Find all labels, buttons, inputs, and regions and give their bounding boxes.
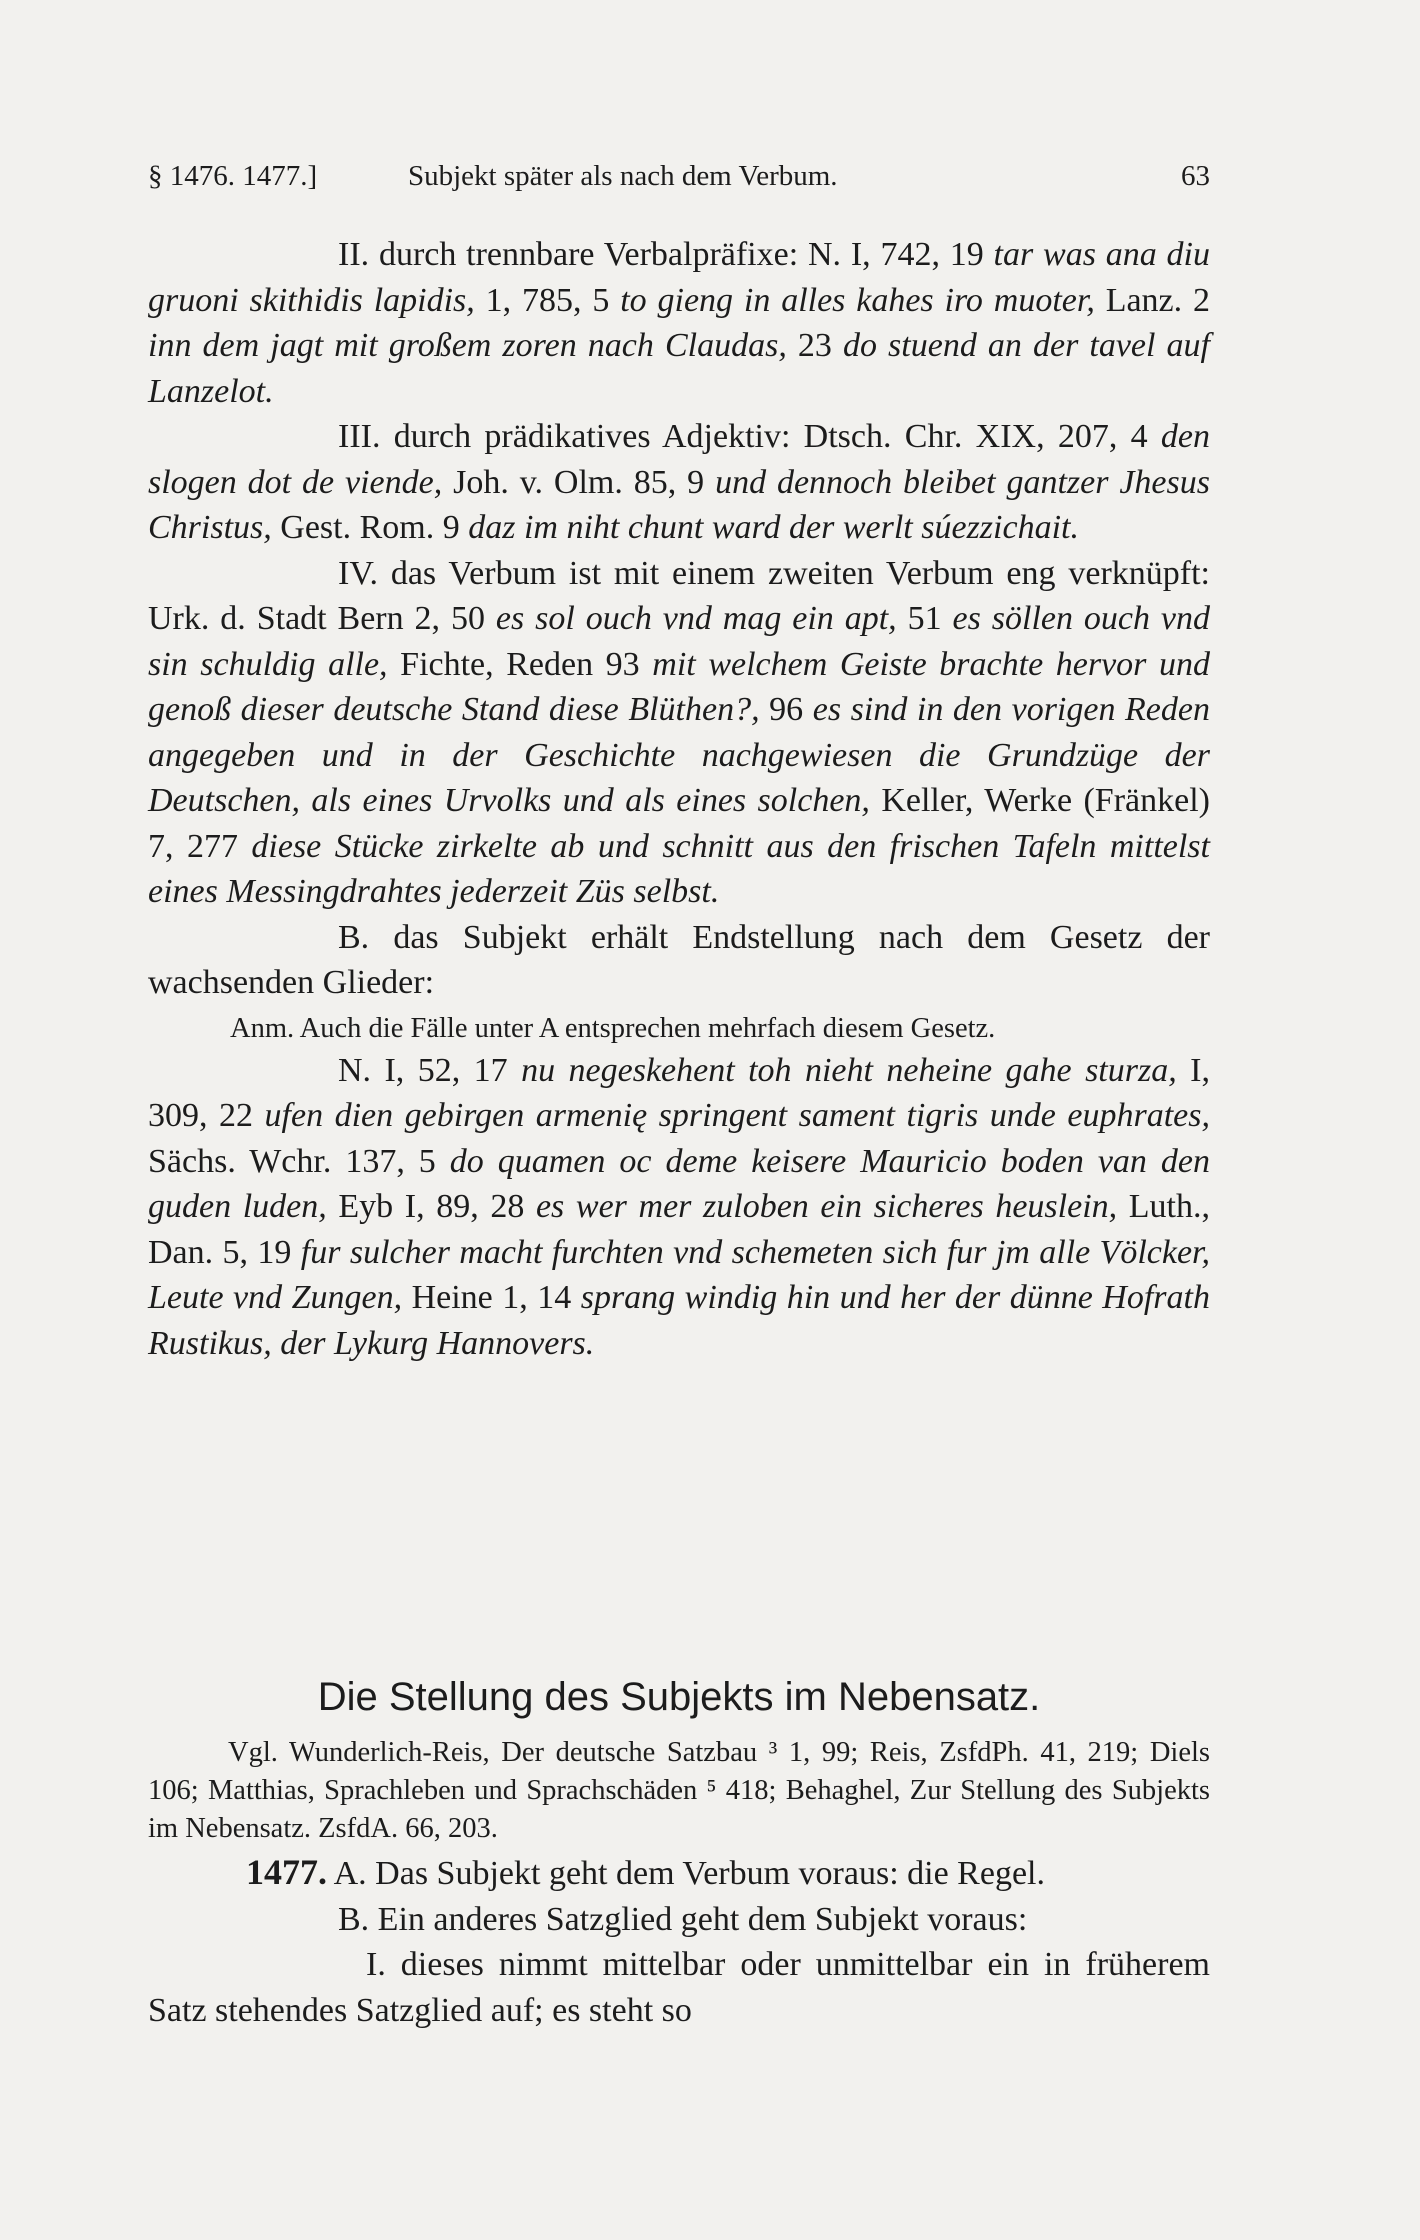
paragraph-ii [148, 232, 1210, 414]
italic-citation: es wer mer zuloben ein sicheres heuslein, [535, 1188, 1118, 1225]
italic-citation: inn dem jagt mit großem zoren nach Claudas, [148, 327, 787, 364]
literature-note [148, 1734, 1210, 1848]
text-run: I, 309, 22 [148, 1051, 1210, 1134]
italic-citation: do stuend an der tavel auf Lanzelot. [148, 327, 1210, 410]
italic-citation: tar was ana diu gruoni skithidis lapidis, [148, 236, 1210, 319]
paragraph-1477-b-i [148, 1942, 1210, 2033]
literature-refs [148, 1734, 1210, 1848]
text-run: III. durch prädikatives Adjektiv: Dtsch. Chr. XIX, 207, 4 [338, 418, 1161, 455]
text-run: Lanz. 2 [1094, 281, 1210, 319]
text-run: 96 [759, 691, 813, 728]
text-run: Joh. v. Olm. 85, 9 [442, 463, 716, 501]
italic-citation: fur sulcher macht furchten vnd schemeten sich fur jm alle Völcker, Leute vnd Zungen, [148, 1233, 1210, 1316]
italic-citation: den slogen dot de viende, [148, 418, 1210, 501]
paragraph-iv [148, 551, 1210, 915]
text-run: Sächs. Wchr. 137, 5 [148, 1142, 450, 1180]
text-run: IV. das Verbum ist mit einem zweiten Verbum eng verknüpft: Urk. d. Stadt Bern 2, 50 [148, 554, 1210, 637]
section-marker: § 1476. 1477.] [148, 160, 318, 192]
page-number: 63 [1181, 160, 1210, 192]
italic-citation: sprang windig hin und her der dünne Hofrath Rustikus, der Lykurg Hannovers. [148, 1279, 1210, 1362]
text-run: 23 [786, 327, 843, 364]
italic-citation: diese Stücke zirkelte ab und schnitt aus den frischen Tafeln mittelst eines Messingdrahtes jederzeit Züs selbst. [148, 827, 1210, 910]
italic-citation: es sind in den vorigen Reden angegeben und in der Geschichte nachgewiesen die Grundzüge der Deutschen, als eines Urvolks und als eines solchen, [148, 691, 1210, 819]
text-run: A. Das Subjekt geht dem Verbum voraus: die Regel. [327, 1855, 1045, 1892]
text-run: Luth., Dan. 5, 19 [148, 1188, 1210, 1271]
section-1477 [148, 1850, 1210, 2033]
italic-citation: do quamen oc deme keisere Mauricio boden van den guden luden, [148, 1142, 1210, 1225]
italic-citation: ufen dien gebirgen armenię springent sament tigris unde euphrates, [264, 1097, 1210, 1134]
italic-citation: daz im niht chunt ward der werlt súezzichait. [468, 509, 1079, 546]
text-run: II. durch trennbare Verbalpräfixe: N. I, 742, 19 [338, 236, 994, 273]
italic-citation: to gieng in alles kahes iro muoter, [620, 281, 1095, 319]
paragraph-1477-text [327, 1855, 1045, 1892]
italic-citation: es söllen ouch vnd sin schuldig alle, [148, 600, 1211, 683]
paragraph-iii [148, 414, 1210, 551]
text-run: Fichte, Reden 93 [387, 645, 653, 683]
text-run: B. Ein anderes Satzglied geht dem Subjekt voraus: [338, 1900, 1028, 1938]
body-text [148, 232, 1210, 1366]
paragraph-b [148, 915, 1210, 1006]
italic-citation: nu negeskehent toh nieht neheine gahe sturza, [521, 1051, 1177, 1089]
italic-citation: es sol ouch vnd mag ein apt, [495, 600, 897, 637]
text-run: B. das Subjekt erhält Endstellung nach dem Gesetz der wachsenden Glieder: [148, 918, 1210, 1001]
italic-citation: und dennoch bleibet gantzer Jhesus Christus, [148, 463, 1210, 546]
annotation-note [148, 1010, 1210, 1048]
paragraph-1477-a [148, 1850, 1210, 1897]
running-title: Subjekt später als nach dem Verbum. [408, 160, 838, 192]
section-heading: Die Stellung des Subjekts im Nebensatz. [317, 1675, 1041, 1719]
paragraph-examples [148, 1048, 1210, 1367]
text-run: Keller, Werke (Fränkel) 7, 277 [148, 782, 1210, 865]
text-run: I. dieses nimmt mittelbar oder unmittelbar ein in früherem Satz stehendes Satzglied auf; es steht so [148, 1946, 1210, 2029]
text-run: Heine 1, 14 [402, 1279, 581, 1316]
text-run: 51 [896, 600, 953, 637]
text-run: Gest. Rom. 9 [271, 509, 469, 546]
text-run: N. I, 52, 17 [338, 1051, 522, 1089]
text-run: Anm. Auch die Fälle unter A entsprechen mehrfach diesem Gesetz. [230, 1012, 996, 1044]
text-run: Eyb I, 89, 28 [326, 1188, 536, 1225]
text-run: 1, 785, 5 [474, 281, 621, 319]
text-run: Vgl. Wunderlich-Reis, Der deutsche Satzbau ³ 1, 99; Reis, ZsfdPh. 41, 219; Diels 106; Matthias, Sprachleben und Sprachschäden ⁵ 418; Behaghel, Zur Stellung des Subjekts im Nebensatz. ZsfdA. 66, 203. [148, 1737, 1210, 1844]
section-number: 1477. [246, 1852, 327, 1892]
paragraph-1477-b [148, 1897, 1210, 1943]
italic-citation: mit welchem Geiste brachte hervor und genoß dieser deutsche Stand diese Blüthen?, [148, 645, 1210, 728]
